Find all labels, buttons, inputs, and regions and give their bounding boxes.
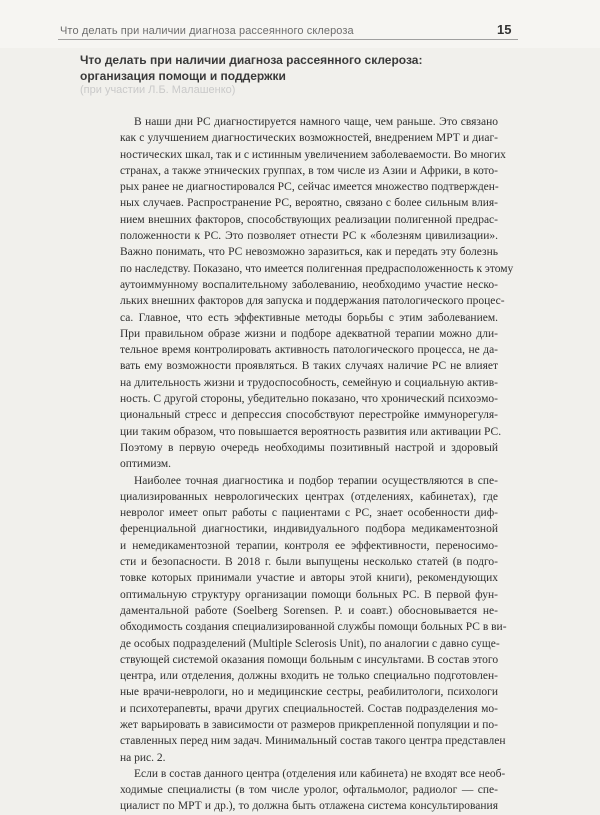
text-line: невролог имеет опыт работы с пациентами с РС, знает особенности диф-: [120, 507, 498, 520]
text-line: циональный стресс и депрессия способствуют перестройке иммунорегуля-: [120, 409, 498, 422]
text-line: и немедикаментозной терапии, контроля ее эффективности, переносимо-: [120, 539, 498, 552]
text-line: и психотерапевты, врачи других специальностей. Состав подразделения мо-: [120, 702, 498, 715]
text-line: как с улучшением диагностических возможностей, внедрением МРТ и диаг-: [120, 132, 498, 145]
text-line: жет варьировать в зависимости от размеров прикрепленной популяции и по-: [120, 718, 498, 731]
text-line: ность. С другой стороны, убедительно показано, что хронический психоэмо-: [120, 393, 498, 406]
text-line: ходимые специалисты (в том числе уролог, офтальмолог, радиолог — спе-: [120, 784, 498, 797]
text-line: вать ему возможности проявляться. В таких случаях наличие РС не влияет: [120, 360, 498, 373]
text-line: ции таким образом, что повышается вероятность развития или активации РС.: [120, 425, 502, 438]
text-line: са. Главное, что есть эффективные методы борьбы с этим заболеванием.: [120, 311, 498, 324]
text-line: ствующей системой оказания помощи больным с инсультами. В состав этого: [120, 653, 499, 666]
header-divider: [58, 39, 518, 40]
text-line: ставленных перед ним задач. Минимальный состав такого центра представлен: [120, 735, 506, 748]
text-line: ные врачи-неврологи, но и медицинские сестры, реабилитологи, психологи: [120, 686, 498, 699]
text-line: сти и безопасности. В 2018 г. были выпущены несколько статей (в подго-: [120, 556, 498, 569]
text-line: товке которых принимали участие и авторы этой книги), рекомендующих: [120, 572, 498, 585]
text-line: по наследству. Показано, что имеется полигенная предрасположенность к этому: [120, 262, 514, 275]
section-author: (при участии Л.Б. Малашенко): [80, 84, 236, 96]
text-line: Наиболее точная диагностика и подбор терапии осуществляются в спе-: [134, 474, 498, 487]
running-header: [0, 0, 600, 48]
text-line: Важно понимать, что РС невозможно заразиться, как и передать эту болезнь: [120, 246, 498, 259]
text-line: При правильном образе жизни и подборе адекватной терапии можно дли-: [120, 327, 498, 340]
text-line: аутоиммунному воспалительному заболеванию, необходимо участие неско-: [120, 278, 498, 291]
section-title: [80, 52, 500, 84]
text-line: на рис. 2.: [120, 751, 166, 764]
text-line: Если в состав данного центра (отделения или кабинета) не входят все необ-: [134, 767, 506, 780]
text-line: ных случаев. Распространение РС, вероятно, связано с более сильным влия-: [120, 197, 498, 210]
running-title: Что делать при наличии диагноза рассеянного склероза: [60, 25, 354, 37]
body-text: [120, 114, 514, 815]
text-line: обходимость создания специализированной службы помощи больных РС в ви-: [120, 621, 507, 634]
text-line: В наши дни РС диагностируется намного чаще, чем раньше. Это связано: [134, 116, 498, 128]
text-line: ностических шкал, так и с истинным увеличением заболеваемости. Во многих: [120, 148, 506, 161]
page-number: 15: [497, 22, 512, 37]
text-line: оптимизм.: [120, 458, 172, 471]
text-line: положенности к РС. Это позволяет отнести РС к «болезням цивилизации».: [120, 230, 498, 243]
text-line: оптимальную структуру организации помощи больных РС. В первой фун-: [120, 588, 498, 601]
text-line: центра, или отделения, должны входить не только специально подготовлен-: [120, 670, 498, 683]
text-line: Поэтому в первую очередь необходимы позитивный настрой и здоровый: [120, 441, 498, 454]
text-line: де особых подразделений (Multiple Sclerosis Unit), по аналогии с давно суще-: [120, 637, 500, 650]
text-line: льких внешних факторов для запуска и поддержания патологического процес-: [120, 295, 505, 308]
text-line: даментальной работе (Soelberg Sorensen. P. и соавт.) обосновывается не-: [120, 604, 498, 617]
section-title-line: организация помощи и поддержки: [80, 69, 286, 83]
text-line: циализированных неврологических центрах (отделениях, кабинетах), где: [120, 490, 498, 503]
text-line: циалист по МРТ и др.), то должна быть отлажена система консультирования: [120, 800, 498, 813]
text-line: рых ранее не диагностировался РС, сейчас имеется множество подтвержден-: [120, 181, 499, 194]
text-line: на длительность жизни и трудоспособность, семейную и социальную актив-: [120, 376, 498, 389]
text-line: странах, а также этнических группах, в том числе из Азии и Африки, в кото-: [120, 164, 498, 177]
text-line: тельное время контролировать активность патологического процесса, не да-: [120, 344, 498, 357]
text-line: нием внешних факторов, способствующих реализации полигенной предрас-: [120, 213, 498, 226]
section-title-line: Что делать при наличии диагноза рассеянного склероза:: [80, 53, 423, 67]
text-line: ференциальной диагностики, индивидуального подбора медикаментозной: [120, 523, 498, 536]
